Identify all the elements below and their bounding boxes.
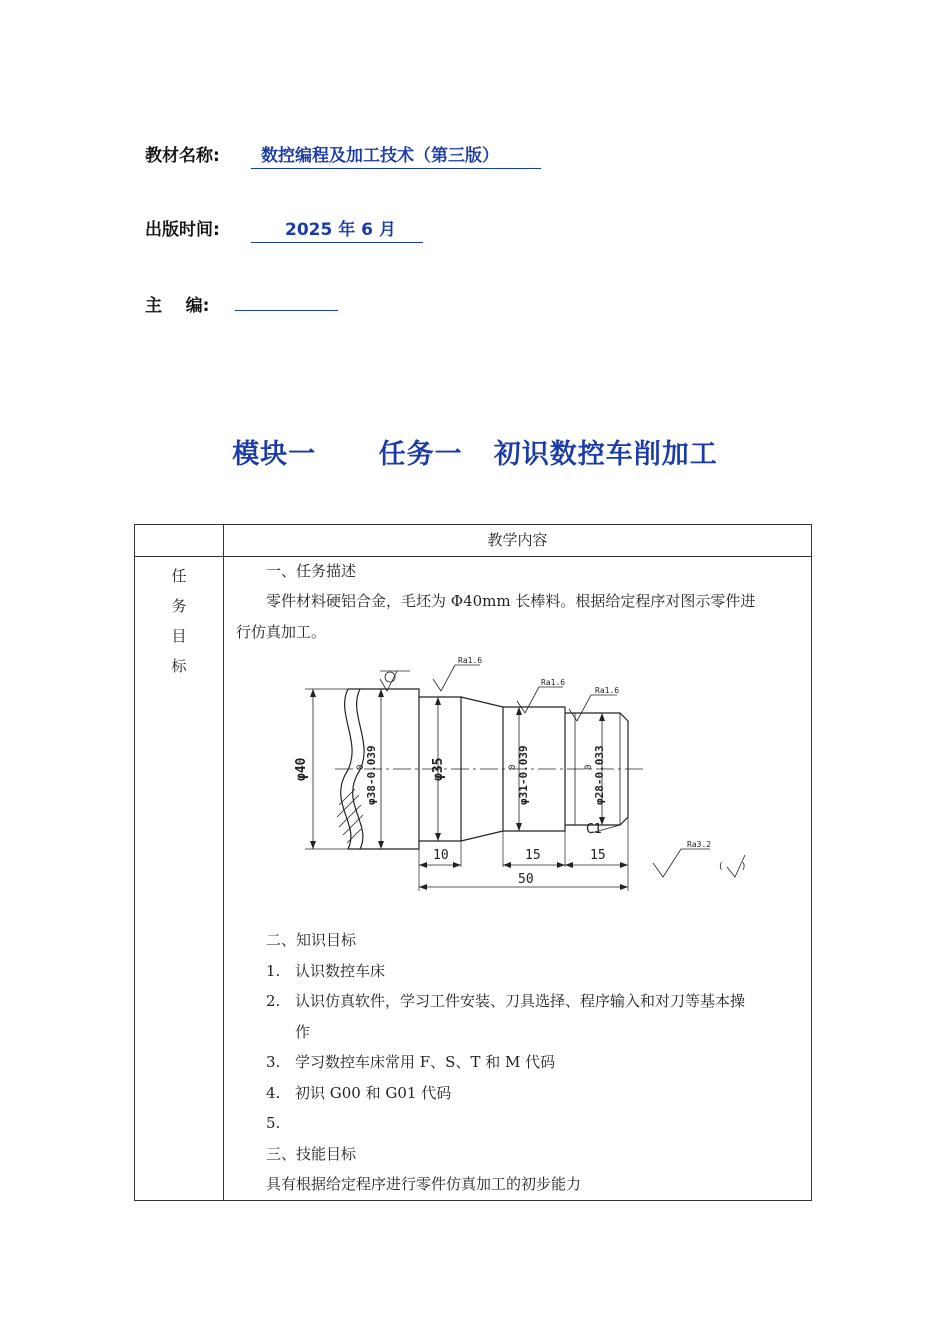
section2-title: 二、知识目标	[266, 931, 357, 949]
side-char: 任	[171, 567, 187, 585]
list-item: 学习数控车床常用 F、S、T 和 M 代码	[295, 1053, 556, 1071]
chamfer-label: C1	[586, 822, 602, 837]
dim-phi28: φ28-0.033	[593, 745, 606, 805]
length-50: 50	[518, 872, 534, 887]
dim-phi31: φ31-0.039	[517, 745, 530, 805]
textbook-label: 教材名称:	[145, 146, 220, 166]
tol-zero-31: 0	[508, 764, 518, 770]
roughness-label: Ra1.6	[458, 656, 483, 665]
page-title: 模块一 任务一 初识数控车削加工	[232, 439, 718, 470]
dim-phi38: φ38-0.039	[365, 745, 378, 805]
table-divider-horizontal	[135, 556, 811, 557]
length-15a: 15	[525, 848, 541, 863]
editor-label: 主 编:	[145, 296, 210, 316]
list-number: 1.	[266, 962, 281, 980]
list-item: 初识 G00 和 G01 代码	[295, 1084, 452, 1102]
section3-title: 三、技能目标	[266, 1145, 357, 1163]
roughness-paren: (	[718, 862, 724, 872]
part-drawing	[135, 655, 813, 905]
section1-line2: 行仿真加工。	[236, 623, 327, 641]
list-item: 认识仿真软件，学习工件安装、刀具选择、程序输入和对刀等基本操	[295, 992, 746, 1010]
section1-title: 一、任务描述	[266, 562, 357, 580]
side-char: 标	[171, 657, 187, 675]
side-char: 务	[171, 597, 187, 615]
roughness-label: Ra1.6	[541, 678, 566, 687]
dim-phi40: φ40	[294, 757, 309, 781]
side-char: 目	[171, 627, 187, 645]
list-item-continuation: 作	[295, 1023, 311, 1041]
tol-zero-28: 0	[584, 764, 594, 770]
table-header: 教学内容	[487, 531, 548, 549]
content-table	[134, 524, 812, 1201]
date-value: 2025 年 6 月	[251, 215, 423, 243]
date-label: 出版时间:	[145, 220, 220, 240]
textbook-value: 数控编程及加工技术（第三版）	[251, 141, 541, 169]
dim-phi35: φ35	[431, 757, 446, 781]
roughness-paren: )	[741, 862, 747, 872]
roughness-label: Ra1.6	[595, 686, 620, 695]
roughness-label: Ra3.2	[687, 840, 712, 849]
list-number: 5.	[266, 1114, 281, 1132]
list-number: 3.	[266, 1053, 281, 1071]
length-10: 10	[433, 848, 449, 863]
section1-line1: 零件材料硬铝合金，毛坯为 Φ40mm 长棒料。根据给定程序对图示零件进	[266, 592, 756, 610]
list-number: 4.	[266, 1084, 281, 1102]
length-15b: 15	[590, 848, 606, 863]
list-number: 2.	[266, 992, 281, 1010]
tol-zero-38: 0	[356, 764, 366, 770]
list-item: 认识数控车床	[295, 962, 386, 980]
skill-text: 具有根据给定程序进行零件仿真加工的初步能力	[266, 1175, 582, 1193]
editor-value	[235, 291, 338, 311]
